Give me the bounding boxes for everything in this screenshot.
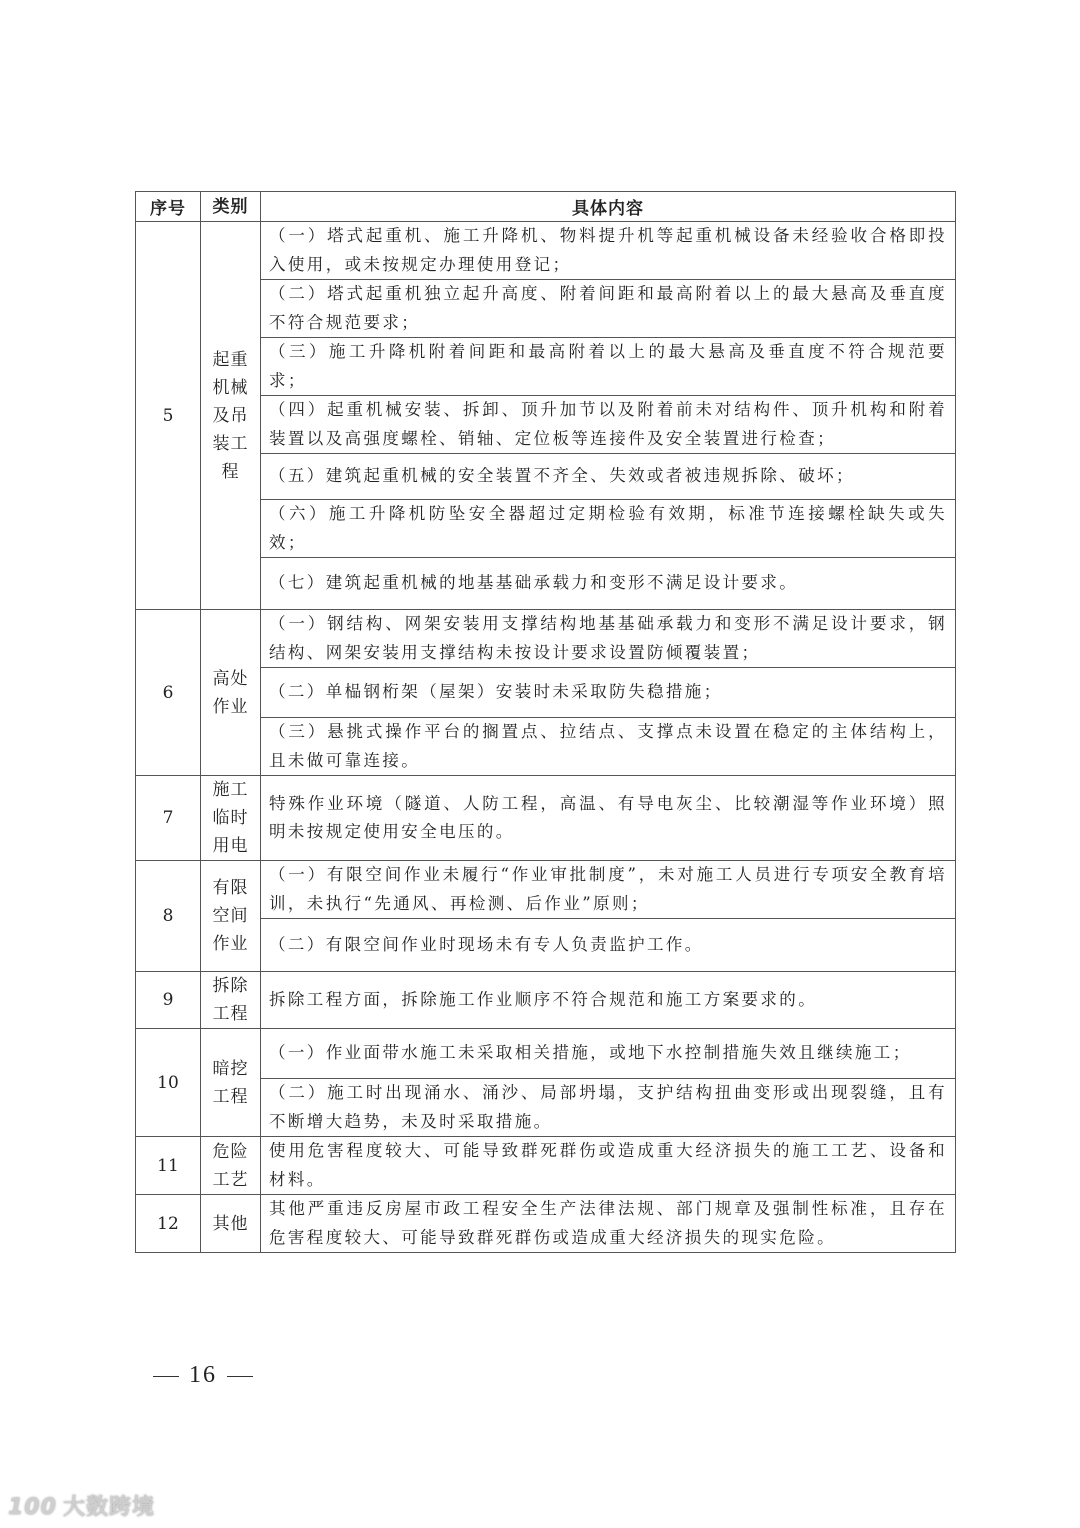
row-number: 11 — [136, 1137, 201, 1195]
row-number: 9 — [136, 972, 201, 1029]
content-item: （一）作业面带水施工未采取相关措施，或地下水控制措施失效且继续施工； — [261, 1029, 956, 1079]
row-category — [201, 861, 261, 972]
table-row — [136, 610, 956, 668]
content-item: （三）悬挑式操作平台的搁置点、拉结点、支撑点未设置在稳定的主体结构上，且未做可靠连接。 — [261, 718, 956, 776]
table-row — [136, 776, 956, 861]
row-number: 7 — [136, 776, 201, 861]
content-item: （五）建筑起重机械的安全装置不齐全、失效或者被违规拆除、破坏； — [261, 454, 956, 500]
row-number: 5 — [136, 222, 201, 610]
content-item: （二）塔式起重机独立起升高度、附着间距和最高附着以上的最大悬高及垂直度不符合规范要求； — [261, 280, 956, 338]
row-category — [201, 1195, 261, 1253]
row-category — [201, 610, 261, 776]
content-item: （一）有限空间作业未履行“作业审批制度”，未对施工人员进行专项安全教育培训，未执行“先通风、再检测、后作业”原则； — [261, 861, 956, 919]
category-label: 有限空间作业 — [212, 878, 249, 954]
content-item: （二）施工时出现涌水、涌沙、局部坍塌，支护结构扭曲变形或出现裂缝，且有不断增大趋势，未及时采取措施。 — [261, 1079, 956, 1137]
category-label: 起重机械及吊装工程 — [212, 349, 249, 482]
table-header-row — [136, 192, 956, 222]
row-number: 6 — [136, 610, 201, 776]
table-row — [136, 1195, 956, 1253]
content-item: （一）钢结构、网架安装用支撑结构地基基础承载力和变形不满足设计要求，钢结构、网架安装用支撑结构未按设计要求设置防倾覆装置； — [261, 610, 956, 668]
row-category — [201, 1137, 261, 1195]
header-serial-number: 序号 — [136, 192, 201, 222]
watermark — [8, 1490, 155, 1521]
content-item: （二）有限空间作业时现场未有专人负责监护工作。 — [261, 919, 956, 972]
category-label: 危险工艺 — [212, 1141, 249, 1190]
category-label: 暗挖工程 — [212, 1058, 249, 1107]
header-category: 类别 — [201, 192, 261, 222]
content-item: （四）起重机械安装、拆卸、顶升加节以及附着前未对结构件、顶升机构和附着装置以及高强度螺栓、销轴、定位板等连接件及安全装置进行检查； — [261, 396, 956, 454]
dash-right — [227, 1376, 253, 1377]
row-category — [201, 222, 261, 610]
table-row — [136, 972, 956, 1029]
content-item: 其他严重违反房屋市政工程安全生产法律法规、部门规章及强制性标准，且存在危害程度较大、可能导致群死群伤或造成重大经济损失的现实危险。 — [261, 1195, 956, 1253]
category-label: 其他 — [212, 1213, 249, 1234]
content-item: 特殊作业环境（隧道、人防工程，高温、有导电灰尘、比较潮湿等作业环境）照明未按规定使用安全电压的。 — [261, 776, 956, 861]
dash-left — [153, 1376, 179, 1377]
page-number-value: 16 — [189, 1362, 217, 1388]
row-number: 12 — [136, 1195, 201, 1253]
table-row — [136, 861, 956, 919]
content-item: 使用危害程度较大、可能导致群死群伤或造成重大经济损失的施工工艺、设备和材料。 — [261, 1137, 956, 1195]
table-row — [136, 1029, 956, 1079]
category-label: 拆除工程 — [212, 976, 249, 1024]
content-item: 拆除工程方面，拆除施工作业顺序不符合规范和施工方案要求的。 — [261, 972, 956, 1029]
category-label: 高处作业 — [212, 668, 249, 717]
watermark-logo-icon: 100 — [8, 1495, 57, 1520]
category-label: 施工临时用电 — [212, 780, 249, 856]
content-item: （一）塔式起重机、施工升降机、物料提升机等起重机械设备未经验收合格即投入使用，或未按规定办理使用登记； — [261, 222, 956, 280]
table-row — [136, 1137, 956, 1195]
row-category — [201, 1029, 261, 1137]
header-content: 具体内容 — [261, 192, 956, 222]
content-item: （六）施工升降机防坠安全器超过定期检验有效期，标准节连接螺栓缺失或失效； — [261, 500, 956, 558]
page-number — [143, 1362, 263, 1389]
row-category — [201, 972, 261, 1029]
content-item: （二）单榀钢桁架（屋架）安装时未采取防失稳措施； — [261, 668, 956, 718]
table-row — [136, 222, 956, 280]
row-number: 10 — [136, 1029, 201, 1137]
watermark-text: 大数跨境 — [62, 1495, 155, 1520]
content-item: （三）施工升降机附着间距和最高附着以上的最大悬高及垂直度不符合规范要求； — [261, 338, 956, 396]
row-category — [201, 776, 261, 861]
content-item: （七）建筑起重机械的地基基础承载力和变形不满足设计要求。 — [261, 558, 956, 610]
row-number: 8 — [136, 861, 201, 972]
hazard-table — [135, 191, 956, 1253]
